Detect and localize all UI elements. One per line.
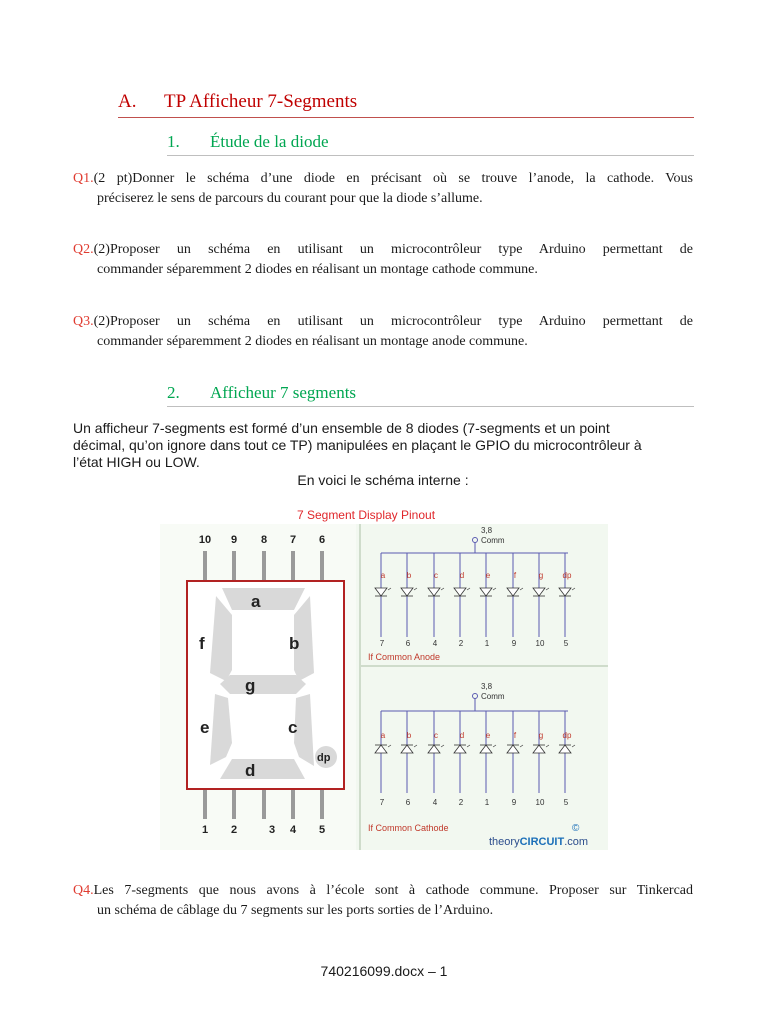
bottom-pin: [262, 789, 266, 819]
question-4-line2: un schéma de câblage du 7 segments sur les ports sorties de l’Arduino.: [97, 903, 494, 918]
question-2-label: Q2.: [73, 242, 94, 257]
anode-pin-number: 4: [432, 639, 438, 648]
segment-a: [222, 588, 305, 610]
copyright-symbol: ©: [572, 823, 580, 834]
bottom-pin-number: 4: [289, 824, 297, 836]
top-pin: [291, 551, 295, 581]
segment-g: [220, 675, 306, 694]
question-1-label: Q1.: [73, 171, 94, 186]
segment-a-label: a: [251, 592, 261, 611]
top-pin: [262, 551, 266, 581]
bottom-pin-number: 3: [268, 824, 276, 836]
question-2-line1: (2)Proposer un schéma en utilisant un microcontrôleur type Arduino permettant de: [93, 242, 693, 257]
cathode-diode-label: g: [538, 731, 544, 740]
anode-pin-number: 6: [405, 639, 411, 648]
bottom-pin: [291, 789, 295, 819]
question-4-label: Q4.: [73, 883, 94, 898]
cathode-diode-label: f: [513, 731, 517, 740]
anode-pin-number: 5: [563, 639, 569, 648]
cathode-pin-number: 9: [511, 798, 517, 807]
cathode-pin-number: 6: [405, 798, 411, 807]
intro-line-3: l’état HIGH ou LOW.: [73, 454, 200, 470]
bottom-pin: [232, 789, 236, 819]
heading-section-1-title: Étude de la diode: [210, 132, 329, 151]
heading-main-title: TP Afficheur 7-Segments: [164, 91, 358, 112]
top-pin-number: 6: [318, 534, 326, 546]
cathode-pin-number: 1: [484, 798, 490, 807]
question-3: [73, 312, 693, 352]
question-2-line2: commander séparemment 2 diodes en réalisant un montage cathode commune.: [97, 262, 538, 277]
heading-section-2-number: 2.: [167, 383, 180, 402]
top-pin: [320, 551, 324, 581]
top-pin-number: 9: [230, 534, 238, 546]
cathode-pin-number: 5: [563, 798, 569, 807]
cathode-label: If Common Cathode: [368, 823, 449, 833]
cathode-diode-label: d: [459, 731, 465, 740]
top-pin-number: 7: [289, 534, 297, 546]
segment-d: [220, 759, 305, 779]
heading-section-2-title: Afficheur 7 segments: [210, 383, 357, 402]
anode-diode-label: f: [513, 571, 517, 580]
question-4-line1: Les 7-segments que nous avons à l’école sont à cathode commune. Proposer sur Tinkercad: [93, 883, 693, 898]
anode-pin-number: 10: [535, 639, 545, 648]
anode-diode-label: a: [380, 571, 386, 580]
anode-diode-label: b: [406, 571, 412, 580]
segment-f-label: f: [199, 634, 205, 653]
bottom-pin-number: 5: [318, 824, 326, 836]
segment-b-label: b: [289, 634, 300, 653]
anode-label: If Common Anode: [368, 652, 441, 662]
cathode-diode-label: b: [406, 731, 412, 740]
top-pin: [232, 551, 236, 581]
cathode-diode-label: c: [434, 731, 438, 740]
anode-comm-label: Comm: [481, 536, 505, 545]
intro-paragraph: [73, 420, 703, 471]
intro-line-1: Un afficheur 7-segments est formé d’un ensemble de 8 diodes (7-segments et un point: [73, 420, 610, 436]
segment-d-label: d: [245, 761, 256, 780]
question-3-line2: commander séparemment 2 diodes en réalisant un montage anode commune.: [97, 334, 528, 349]
segment-g-label: g: [245, 676, 256, 695]
bottom-pin-number: 1: [201, 824, 209, 836]
segment-dp-label: dp: [317, 752, 331, 764]
cathode-diode-label: dp: [562, 731, 572, 740]
question-3-line1: (2)Proposer un schéma en utilisant un microcontrôleur type Arduino permettant de: [93, 314, 693, 329]
anode-diode-label: c: [434, 571, 438, 580]
anode-diode-label: e: [485, 571, 491, 580]
cathode-pin-number: 10: [535, 798, 545, 807]
cathode-diode-label: a: [380, 731, 386, 740]
cathode-pin-number: 4: [432, 798, 438, 807]
heading-section-2: [167, 382, 694, 407]
segment-e-label: e: [200, 718, 210, 737]
heading-section-1: [167, 131, 694, 156]
heading-main: [118, 90, 694, 118]
anode-diode-label: g: [538, 571, 544, 580]
intro-line-2: décimal, qu’on ignore dans tout ce TP) manipulées en plaçant le GPIO du microcontrôleur à: [73, 437, 642, 453]
question-3-label: Q3.: [73, 314, 94, 329]
figure-title: 7 Segment Display Pinout: [296, 508, 436, 522]
question-1: [73, 169, 693, 209]
heading-section-1-number: 1.: [167, 132, 180, 151]
question-1-line1: (2 pt)Donner le schéma d’une diode en précisant où se trouve l’anode, la cathode. Vous: [93, 171, 693, 186]
figure-caption: En voici le schéma interne :: [297, 472, 469, 488]
heading-main-number: A.: [118, 91, 137, 112]
segment-c-label: c: [288, 718, 298, 737]
top-pin: [203, 551, 207, 581]
figure-credit: theoryCIRCUIT.com: [489, 836, 589, 848]
anode-pin-number: 7: [379, 639, 385, 648]
bottom-pin-number: 2: [230, 824, 238, 836]
anode-pin-number: 1: [484, 639, 490, 648]
top-pin-number: 8: [260, 534, 268, 546]
page-footer: 740216099.docx – 1: [320, 963, 448, 979]
question-4: [73, 881, 693, 921]
anode-diode-label: d: [459, 571, 465, 580]
seven-segment-pinout-figure: [160, 503, 608, 850]
question-1-line2: préciserez le sens de parcours du courant pour que la diode s’allume.: [97, 191, 483, 206]
anode-pin-number: 9: [511, 639, 517, 648]
bottom-pin: [203, 789, 207, 819]
cathode-diode-label: e: [485, 731, 491, 740]
cathode-pin-number: 7: [379, 798, 385, 807]
top-pin-number: 10: [198, 534, 212, 546]
anode-comm-pin: 3,8: [481, 526, 493, 535]
cathode-comm-pin: 3,8: [481, 682, 493, 691]
cathode-comm-label: Comm: [481, 692, 505, 701]
cathode-pin-number: 2: [458, 798, 464, 807]
question-2: [73, 240, 693, 280]
anode-pin-number: 2: [458, 639, 464, 648]
anode-diode-label: dp: [562, 571, 572, 580]
bottom-pin: [320, 789, 324, 819]
